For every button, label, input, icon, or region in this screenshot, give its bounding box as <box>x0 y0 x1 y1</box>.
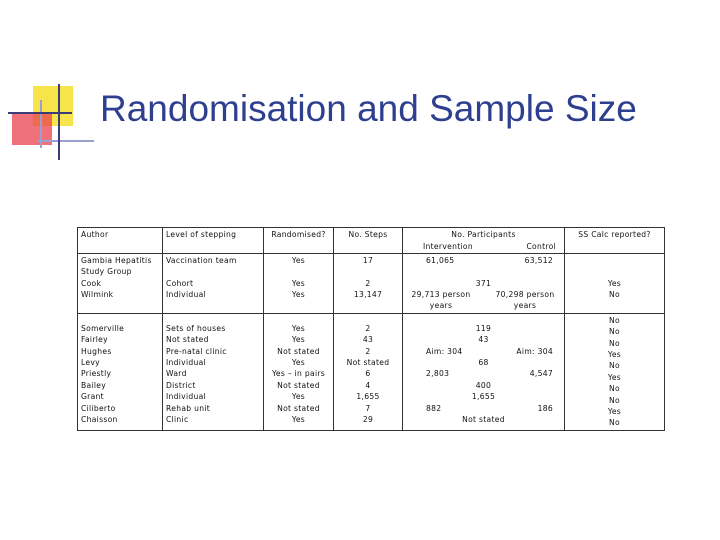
ss-calc-value: No <box>609 384 620 394</box>
header-ss-calc: SS Calc reported? <box>565 228 665 254</box>
level-value: Cohort <box>166 278 194 288</box>
steps-value: 7 <box>365 403 371 413</box>
level-value: Vaccination team <box>166 255 237 265</box>
decorative-line <box>38 140 94 142</box>
steps-value: 1,655 <box>356 392 380 402</box>
ss-calc-value: No <box>609 418 620 428</box>
cell-randomised <box>264 313 334 430</box>
ss-calc-value: No <box>609 361 620 371</box>
steps-value: 13,147 <box>353 290 383 300</box>
cell-levels <box>163 253 264 313</box>
header-author: Author <box>78 228 163 254</box>
randomised-value: Not stated <box>277 403 320 413</box>
table-header-row <box>78 228 665 242</box>
author-name: Priestly <box>81 369 112 379</box>
header-steps: No. Steps <box>334 228 403 254</box>
randomised-value: Yes <box>291 278 306 288</box>
table-row-group-1 <box>78 253 665 313</box>
level-value: Individual <box>166 392 206 402</box>
randomised-value: Yes <box>291 290 306 300</box>
participants-intervention: Aim: 304 <box>426 346 463 356</box>
steps-value: Not stated <box>346 358 390 368</box>
steps-value: 4 <box>365 380 371 390</box>
participants-total: Not stated <box>462 415 505 425</box>
level-value: Pre-natal clinic <box>166 346 227 356</box>
cell-levels <box>163 313 264 430</box>
cell-authors <box>78 253 163 313</box>
cell-ss-calc <box>565 313 665 430</box>
participants-total: 400 <box>475 380 492 390</box>
level-value: Not stated <box>166 335 209 345</box>
level-value: Ward <box>166 369 187 379</box>
ss-calc-value: Yes <box>607 372 622 382</box>
cell-ss-calc <box>565 253 665 313</box>
cell-authors <box>78 313 163 430</box>
randomised-value: Yes <box>291 392 306 402</box>
author-name: Fairley <box>81 335 108 345</box>
ss-calc-value: No <box>609 327 620 337</box>
participants-total: 1,655 <box>471 392 496 402</box>
author-name: Somerville <box>81 323 125 333</box>
author-name: Levy <box>81 358 100 368</box>
cell-steps <box>334 313 403 430</box>
level-value: Individual <box>166 358 206 368</box>
author-name: Gambia Hepatitis Study Group <box>81 255 152 277</box>
participants-control: 63,512 <box>524 255 553 265</box>
ss-calc-value: No <box>609 338 620 348</box>
participants-total: 371 <box>475 278 492 288</box>
participants-intervention: 2,803 <box>426 369 450 379</box>
participants-control: 70,298 person years <box>495 290 555 311</box>
author-name: Hughes <box>81 346 112 356</box>
slide-title: Randomisation and Sample Size <box>100 88 637 129</box>
steps-value: 29 <box>362 415 374 425</box>
participants-control: Aim: 304 <box>516 346 553 356</box>
participants-subheader <box>403 241 565 253</box>
level-value: Sets of houses <box>166 323 226 333</box>
ss-calc-value: Yes <box>607 278 622 288</box>
participants-control: 4,547 <box>529 369 553 379</box>
ss-calc-value: No <box>609 290 620 300</box>
randomised-value: Yes – in pairs <box>271 369 326 379</box>
ss-calc-value: No <box>609 395 620 405</box>
cell-steps <box>334 253 403 313</box>
randomised-value: Yes <box>291 255 306 265</box>
level-value: Clinic <box>166 415 189 425</box>
ss-calc-value: Yes <box>607 350 622 360</box>
ss-calc-value: Yes <box>607 407 622 417</box>
participants-intervention: 882 <box>426 403 442 413</box>
participants-total: 119 <box>475 323 492 333</box>
steps-value: 6 <box>365 369 371 379</box>
participants-total: 43 <box>478 335 489 345</box>
level-value: District <box>166 380 196 390</box>
participants-total: 68 <box>478 358 489 368</box>
header-participants: No. Participants <box>403 228 565 242</box>
cell-participants <box>403 313 565 430</box>
randomised-value: Not stated <box>277 346 320 356</box>
decorative-line <box>58 84 60 160</box>
cell-participants <box>403 253 565 313</box>
header-randomised: Randomised? <box>264 228 334 254</box>
table-row-group-2 <box>78 313 665 430</box>
steps-value: 2 <box>365 278 371 288</box>
randomised-value: Yes <box>291 415 306 425</box>
author-name: Grant <box>81 392 104 402</box>
author-name: Ciliberto <box>81 403 116 413</box>
cell-randomised <box>264 253 334 313</box>
header-control: Control <box>526 242 556 252</box>
participants-intervention: 61,065 <box>426 255 455 265</box>
studies-table-container <box>77 227 664 428</box>
author-name: Chaisson <box>81 415 118 425</box>
header-level-of-stepping: Level of stepping <box>163 228 264 254</box>
studies-table <box>77 227 665 431</box>
author-name: Cook <box>81 278 102 288</box>
participants-control: 186 <box>537 403 553 413</box>
header-intervention: Intervention <box>423 242 473 252</box>
level-value: Rehab unit <box>166 403 211 413</box>
randomised-value: Not stated <box>277 380 320 390</box>
randomised-value: Yes <box>291 335 306 345</box>
ss-calc-value: No <box>609 315 620 325</box>
steps-value: 2 <box>365 323 371 333</box>
author-name: Wilmink <box>81 290 114 300</box>
randomised-value: Yes <box>291 358 306 368</box>
randomised-value: Yes <box>291 323 306 333</box>
steps-value: 43 <box>362 335 374 345</box>
steps-value: 2 <box>365 346 371 356</box>
participants-intervention: 29,713 person years <box>411 290 471 311</box>
author-name: Bailey <box>81 380 107 390</box>
steps-value: 17 <box>362 255 374 265</box>
level-value: Individual <box>166 290 206 300</box>
decorative-line <box>8 112 72 114</box>
